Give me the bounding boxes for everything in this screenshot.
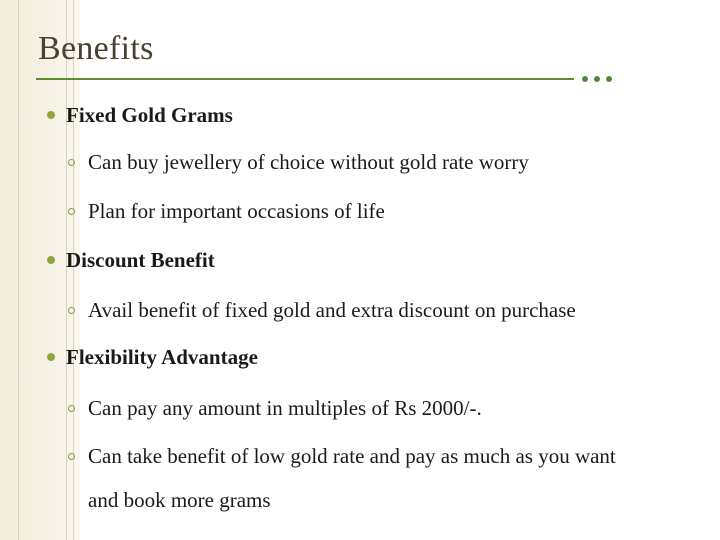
filled-circle-bullet-icon bbox=[47, 111, 55, 119]
hollow-circle-bullet-icon bbox=[68, 208, 75, 215]
bullet-point-text: Can pay any amount in multiples of Rs 2000/-. bbox=[88, 396, 482, 420]
divider-dot bbox=[594, 76, 600, 82]
bullet-point-continuation: and book more grams bbox=[88, 488, 271, 512]
bullet-point-text: Plan for important occasions of life bbox=[88, 199, 385, 223]
filled-circle-bullet-icon bbox=[47, 353, 55, 361]
section-heading-text: Fixed Gold Grams bbox=[66, 103, 233, 127]
bullet-point-text: Can take benefit of low gold rate and pay as much as you want bbox=[88, 444, 616, 468]
title-divider-line bbox=[36, 78, 574, 80]
bullet-point-text: Avail benefit of fixed gold and extra discount on purchase bbox=[88, 298, 576, 322]
divider-dot bbox=[606, 76, 612, 82]
hollow-circle-bullet-icon bbox=[68, 159, 75, 166]
filled-circle-bullet-icon bbox=[47, 256, 55, 264]
section-heading-text: Flexibility Advantage bbox=[66, 345, 258, 369]
bullet-point-text: Can buy jewellery of choice without gold rate worry bbox=[88, 150, 529, 174]
hollow-circle-bullet-icon bbox=[68, 307, 75, 314]
section-heading-text: Discount Benefit bbox=[66, 248, 215, 272]
side-band-line bbox=[18, 0, 19, 540]
divider-dot bbox=[582, 76, 588, 82]
slide-title: Benefits bbox=[38, 30, 154, 67]
hollow-circle-bullet-icon bbox=[68, 453, 75, 460]
hollow-circle-bullet-icon bbox=[68, 405, 75, 412]
